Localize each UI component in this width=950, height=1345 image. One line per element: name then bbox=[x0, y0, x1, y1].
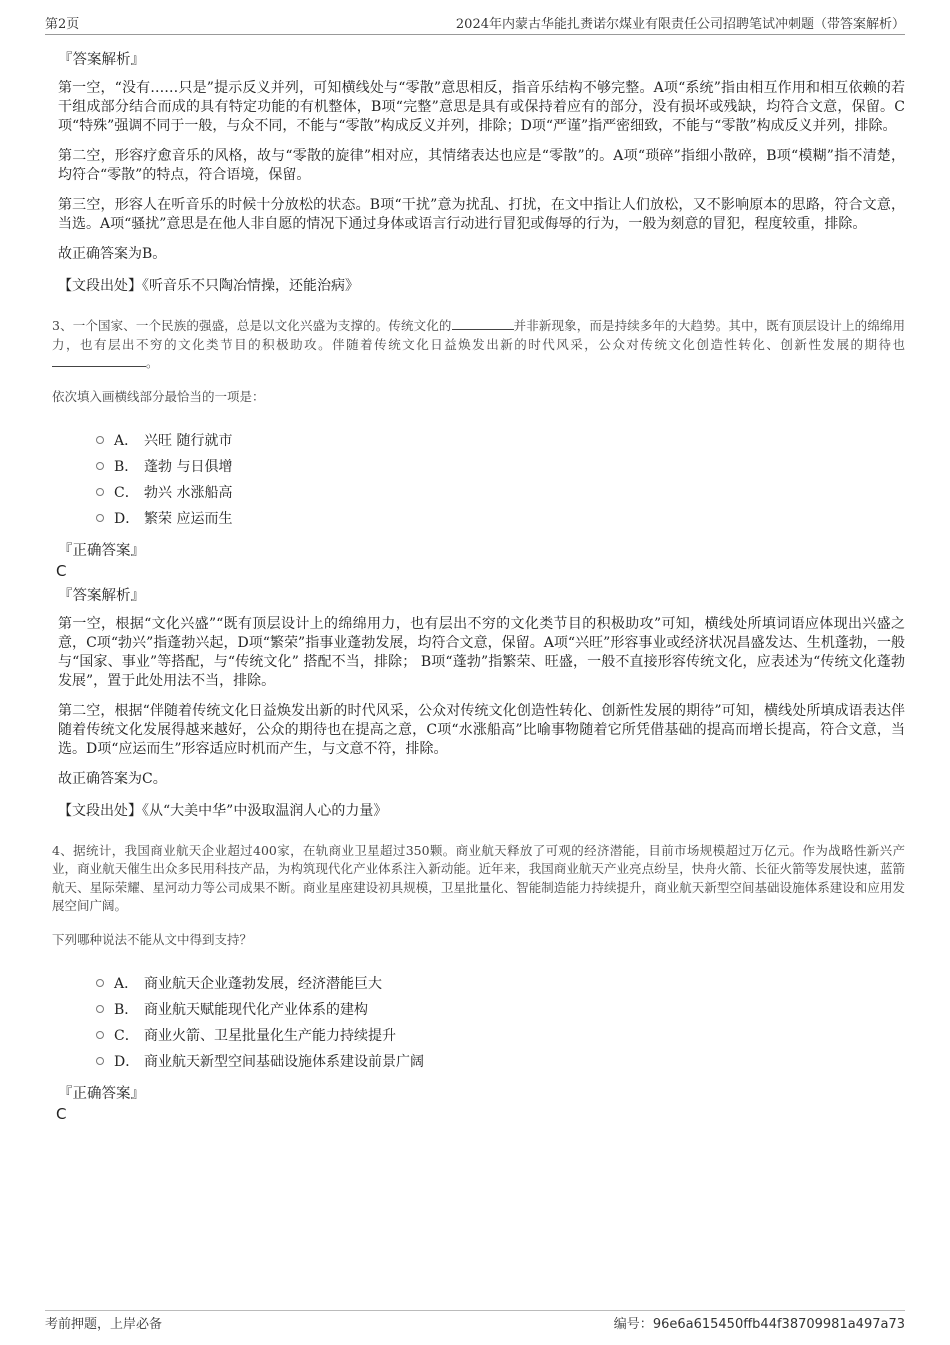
correct-answer-label: 『正确答案』 bbox=[58, 542, 145, 559]
fill-blank bbox=[452, 317, 514, 330]
radio-icon[interactable] bbox=[96, 979, 104, 987]
option-a[interactable]: A． 兴旺 随行就市 bbox=[96, 427, 905, 453]
analysis-conclusion: 故正确答案为C。 bbox=[58, 770, 167, 787]
question-prompt: 依次填入画横线部分最恰当的一项是： bbox=[52, 388, 265, 404]
question-text: 3、一个国家、一个民族的强盛，总是以文化兴盛为支撑的。传统文化的 并非新现象，而是持续多年的大趋势。其中，既有顶层设计上的绵绵用力，也有层出不穷的文化类节目的积极助攻。伴随着传统文化日益焕发出新的时代风采，公众对传统文化创造性转化、创新性发展的期待也。 bbox=[52, 318, 905, 370]
correct-answer-label: 『正确答案』 bbox=[58, 1085, 145, 1102]
radio-icon[interactable] bbox=[96, 488, 104, 496]
analysis-paragraph: 第二空，根据“伴随着传统文化日益焕发出新的时代风采，公众对传统文化创造性转化、创新性发展的期待”可知，横线处所填成语表达伴随着传统文化发展得越来越好，公众的期待也在提高之意，C项“水涨船高”比喻事物随着它所凭借基础的提高而增长提高，符合文意，当选。D项“应运而生”形容适应时机而产生，与文意不符，排除。 bbox=[58, 702, 905, 757]
radio-icon[interactable] bbox=[96, 436, 104, 444]
option-d[interactable]: D． 商业航天新型空间基础设施体系建设前景广阔 bbox=[96, 1048, 905, 1074]
page-header bbox=[45, 10, 905, 35]
analysis-paragraph: 第三空，形容人在听音乐的时候十分放松的状态。B项“干扰”意为扰乱、打扰，在文中指让人们放松，又不影响原本的思路，符合文意，当选。A项“骚扰”意思是在他人非自愿的情况下通过身体或语言行动进行冒犯或侮辱的行为，一般为刻意的冒犯，程度较重，排除。 bbox=[58, 197, 905, 232]
fill-blank bbox=[52, 354, 146, 367]
analysis-label: 『答案解析』 bbox=[58, 52, 145, 68]
footer-slogan: 考前押题，上岸必备 bbox=[45, 1316, 163, 1332]
analysis-conclusion: 故正确答案为B。 bbox=[58, 246, 167, 262]
page-content bbox=[52, 44, 905, 1127]
passage-source: 【文段出处】《听音乐不只陶冶情操，还能治病》 bbox=[58, 278, 359, 294]
option-list bbox=[96, 970, 905, 1074]
document-title: 2024年内蒙古华能扎赉诺尔煤业有限责任公司招聘笔试冲刺题（带答案解析） bbox=[455, 17, 905, 32]
analysis-paragraph: 第一空，根据“文化兴盛”“既有顶层设计上的绵绵用力，也有层出不穷的文化类节目的积极助攻”可知，横线处所填词语应体现出兴盛之意，C项“勃兴”指蓬勃兴起，D项“繁荣”指事业蓬勃发展，均符合文意，保留。A项“兴旺”形容事业或经济状况昌盛发达、生机蓬勃，一般与“国家、事业”等搭配，与“传统文化” 搭配不当，排除； B项“蓬勃”指繁荣、旺盛，一般不直接形容传统文化，应表述为“传统文化蓬勃发展”，置于此处用法不当，排除。 bbox=[58, 615, 905, 689]
option-c[interactable]: C． 商业火箭、卫星批量化生产能力持续提升 bbox=[96, 1022, 905, 1048]
radio-icon[interactable] bbox=[96, 1005, 104, 1013]
radio-icon[interactable] bbox=[96, 514, 104, 522]
correct-answer: C bbox=[56, 1104, 67, 1123]
passage-source: 【文段出处】《从“大美中华”中汲取温润人心的力量》 bbox=[58, 802, 388, 819]
document-code: 编号：96e6a615450ffb44f38709981a497a73 bbox=[613, 1316, 905, 1332]
question-4 bbox=[52, 842, 905, 1123]
page-footer bbox=[45, 1310, 905, 1333]
analysis-paragraph: 第一空，“没有……只是”提示反义并列，可知横线处与“零散”意思相反，指音乐结构不够完整。A项“系统”指由相互作用和相互依赖的若干组成部分结合而成的具有特定功能的有机整体，B项“完整”意思是具有或保持着应有的部分，没有损坏或残缺，均符合文意，保留。C项“特殊”强调不同于一般，与众不同，不能与“零散”构成反义并列，排除；D项“严谨”指严密细致，不能与“零散”构成反义并列，排除。 bbox=[58, 80, 905, 134]
option-a[interactable]: A． 商业航天企业蓬勃发展，经济潜能巨大 bbox=[96, 970, 905, 996]
radio-icon[interactable] bbox=[96, 1057, 104, 1065]
option-d[interactable]: D． 繁荣 应运而生 bbox=[96, 505, 905, 531]
page-number: 第2页 bbox=[45, 17, 80, 32]
option-b[interactable]: B． 商业航天赋能现代化产业体系的建构 bbox=[96, 996, 905, 1022]
question-text: 4、据统计，我国商业航天企业超过400家，在轨商业卫星超过350颗。商业航天释放了可观的经济潜能，目前市场规模超过万亿元。作为战略性新兴产业，商业航天催生出众多民用科技产品，为构筑现代化产业体系注入新动能。近年来，我国商业航天产业亮点纷呈，快舟火箭、长征火箭等发展快速，蓝箭航天、星际荣耀、星河动力等公司成果不断。商业星座建设初具规模，卫星批量化、智能制造能力持续提升，商业航天新型空间基础设施体系建设和应用发展空间广阔。 bbox=[52, 842, 905, 913]
q2-analysis-block bbox=[52, 48, 905, 295]
correct-answer: C bbox=[56, 561, 67, 580]
analysis-label: 『答案解析』 bbox=[58, 587, 145, 604]
option-c[interactable]: C． 勃兴 水涨船高 bbox=[96, 479, 905, 505]
option-list bbox=[96, 427, 905, 531]
radio-icon[interactable] bbox=[96, 1031, 104, 1039]
question-prompt: 下列哪种说法不能从文中得到支持？ bbox=[52, 931, 253, 947]
analysis-paragraph: 第二空，形容疗愈音乐的风格，故与“零散的旋律”相对应，其情绪表达也应是“零散”的。A项“琐碎”指细小散碎，B项“模糊”指不清楚，均符合“零散”的特点，符合语境，保留。 bbox=[58, 148, 905, 183]
question-3 bbox=[52, 317, 905, 820]
option-b[interactable]: B． 蓬勃 与日俱增 bbox=[96, 453, 905, 479]
radio-icon[interactable] bbox=[96, 462, 104, 470]
